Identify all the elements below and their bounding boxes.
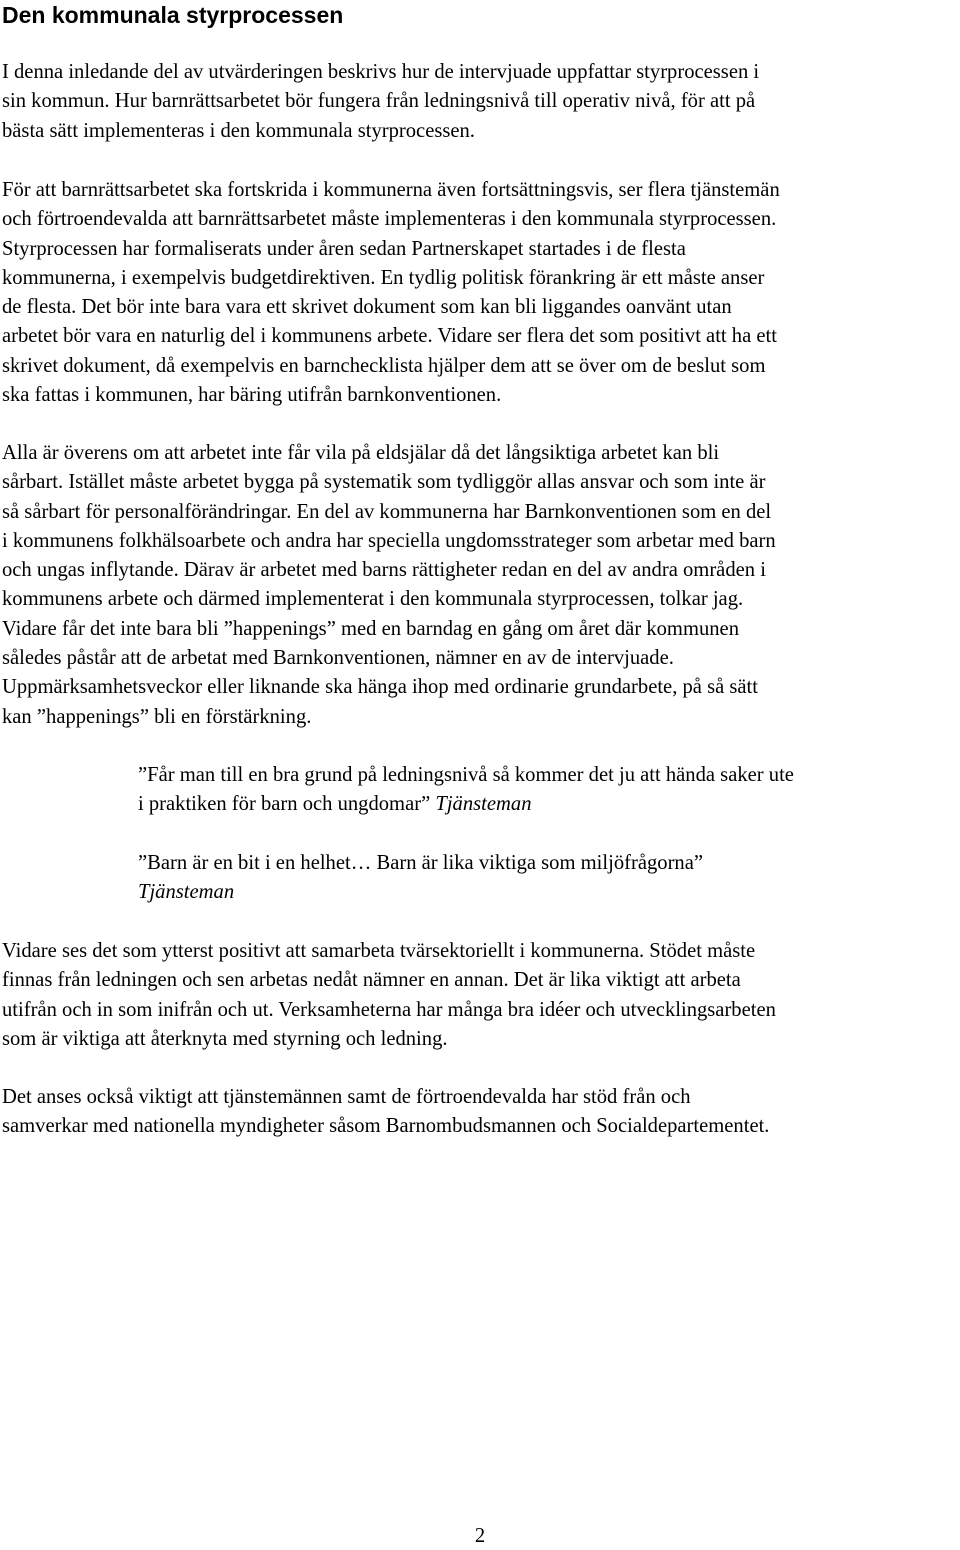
text-line: skrivet dokument, då exempelvis en barnchecklista hjälper dem att se över om de beslut som <box>2 354 766 377</box>
section-heading: Den kommunala styrprocessen <box>2 2 344 28</box>
text-line: Vidare ses det som ytterst positivt att samarbeta tvärsektoriellt i kommunerna. Stödet måste <box>2 940 756 962</box>
quote-attribution: Tjänsteman <box>435 793 532 816</box>
text-line: sårbart. Istället måste arbetet bygga på systematik som tydliggör allas ansvar och som inte är <box>2 471 766 494</box>
text-line: ska fattas i kommunen, har bäring utifrån barnkonventionen. <box>2 384 502 407</box>
text-line: kommunerna, i exempelvis budgetdirektiven. En tydlig politisk förankring är ett måste anser <box>2 266 765 289</box>
text-line: i kommunens folkhälsoarbete och andra har speciella ungdomsstrateger som arbetar med barn <box>2 529 776 552</box>
quote-text: i praktiken för barn och ungdomar” <box>138 793 431 816</box>
quote-ledningsniva <box>138 761 938 820</box>
quote-line: ”Får man till en bra grund på ledningsnivå så kommer det ju att hända saker ute <box>138 764 794 786</box>
text-line: Styrprocessen har formaliserats under åren sedan Partnerskapet startades i de flesta <box>2 237 686 260</box>
text-line: och ungas inflytande. Därav är arbetet med barns rättigheter redan en del av andra områden i <box>2 559 766 582</box>
text-line: Uppmärksamhetsveckor eller liknande ska hänga ihop med ordinarie grundarbete, på så sätt <box>2 676 758 699</box>
text-line: I denna inledande del av utvärderingen beskrivs hur de intervjuade uppfattar styrprocessen i <box>2 61 760 83</box>
paragraph-styrprocess <box>2 176 958 410</box>
paragraph-myndigheter <box>2 1083 958 1142</box>
quote-helhet <box>138 849 938 908</box>
text-line: sin kommun. Hur barnrättsarbetet bör fungera från ledningsnivå till operativ nivå, för att på <box>2 90 756 113</box>
paragraph-tvarsektoriellt <box>2 937 958 1054</box>
text-line: Vidare får det inte bara bli ”happenings” med en barndag en gång om året där kommunen <box>2 617 739 640</box>
text-line: samverkar med nationella myndigheter såsom Barnombudsmannen och Socialdepartementet. <box>2 1115 770 1138</box>
text-line: Det anses också viktigt att tjänstemännen samt de förtroendevalda har stöd från och <box>2 1086 691 1108</box>
page-number: 2 <box>474 1525 486 1547</box>
text-line: kommunens arbete och därmed implementerat i den kommunala styrprocessen, tolkar jag. <box>2 588 744 611</box>
text-line: bästa sätt implementeras i den kommunala styrprocessen. <box>2 119 475 142</box>
text-line: och förtroendevalda att barnrättsarbetet måste implementeras i den kommunala styrprocessen. <box>2 208 777 231</box>
text-line: För att barnrättsarbetet ska fortskrida i kommunerna även fortsättningsvis, ser flera tjänstemän <box>2 179 780 201</box>
text-line: Alla är överens om att arbetet inte får vila på eldsjälar då det långsiktiga arbetet kan bli <box>2 442 720 464</box>
quote-line: ”Barn är en bit i en helhet… Barn är lika viktiga som miljöfrågorna” <box>138 852 704 874</box>
text-line: utifrån och in som inifrån och ut. Verksamheterna har många bra idéer och utvecklingsarbeten <box>2 998 776 1021</box>
paragraph-eldsjalar <box>2 439 958 732</box>
quote-attribution: Tjänsteman <box>138 881 235 904</box>
text-line: som är viktiga att återknyta med styrning och ledning. <box>2 1027 448 1050</box>
text-line: arbetet bör vara en naturlig del i kommunens arbete. Vidare ser flera det som positivt att ha ett <box>2 325 777 348</box>
text-line: så sårbart för personalförändringar. En del av kommunerna har Barnkonventionen som en del <box>2 500 772 523</box>
text-line: således påstår att de arbetat med Barnkonventionen, nämner en av de intervjuade. <box>2 647 674 670</box>
text-line: kan ”happenings” bli en förstärkning. <box>2 705 312 728</box>
paragraph-intro <box>2 58 958 146</box>
quote-line <box>138 790 938 819</box>
text-line: de flesta. Det bör inte bara vara ett skrivet dokument som kan bli liggandes oanvänt utan <box>2 296 732 319</box>
text-line: finnas från ledningen och sen arbetas nedåt nämner en annan. Det är lika viktigt att arbeta <box>2 969 741 992</box>
